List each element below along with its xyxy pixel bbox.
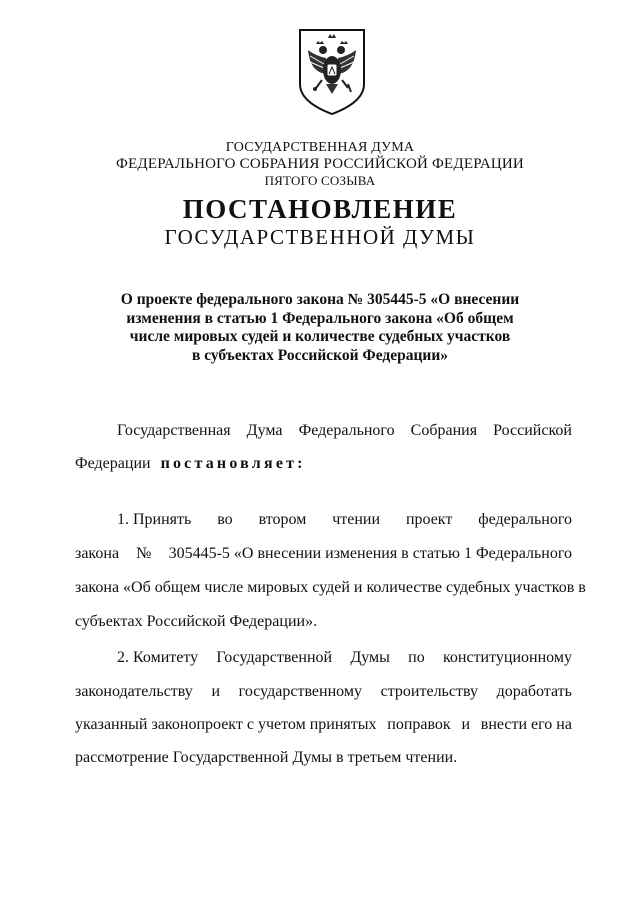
- intro-line-1: [75, 422, 572, 440]
- word: Российской: [493, 422, 572, 439]
- word: указанный законопроект с учетом принятых: [75, 716, 377, 733]
- item-2-line-3: [75, 716, 572, 734]
- item-1-line-2: [75, 545, 572, 563]
- word: №: [136, 545, 152, 562]
- word: и: [211, 683, 221, 700]
- word: 305445-5 «О внесении изменения в статью 1 Федерального: [168, 545, 572, 562]
- org-line-1: ГОСУДАРСТВЕННАЯ ДУМА: [225, 140, 415, 155]
- word: внести его на: [480, 716, 572, 733]
- word: Дума: [246, 422, 283, 439]
- document-subtitle: ГОСУДАРСТВЕННОЙ ДУМЫ: [164, 225, 476, 249]
- org-line-2: ФЕДЕРАЛЬНОГО СОБРАНИЯ РОССИЙСКОЙ ФЕДЕРАЦИИ: [116, 156, 524, 172]
- word: государственному: [238, 683, 362, 700]
- item-2-line-4: рассмотрение Государственной Думы в третьем чтении.: [75, 749, 458, 766]
- org-line-3: ПЯТОГО СОЗЫВА: [264, 173, 376, 188]
- subject-line: в субъектах Российской Федерации»: [191, 346, 449, 364]
- word: чтении: [332, 511, 381, 528]
- word: проект: [405, 511, 453, 528]
- word: законодательству: [75, 683, 193, 700]
- item-1-line-1: [75, 511, 572, 529]
- word: Федерации: [75, 455, 151, 472]
- word: Государственной: [216, 649, 333, 666]
- word: закона: [75, 545, 120, 562]
- decree-word: постановляет:: [160, 455, 306, 472]
- word: 2. Комитету: [117, 649, 199, 666]
- word: Государственная: [117, 422, 231, 439]
- resolution-subject: [100, 291, 540, 365]
- russian-coat-of-arms-icon: [296, 28, 368, 116]
- word: строительству: [380, 683, 478, 700]
- word: Собрания: [410, 422, 478, 439]
- word: конституционному: [442, 649, 572, 666]
- word: федерального: [478, 511, 572, 528]
- intro-line-2: [75, 455, 572, 473]
- item-2-line-2: [75, 683, 572, 701]
- subject-line: изменения в статью 1 Федерального закона «Об общем: [126, 309, 514, 327]
- word: доработать: [496, 683, 572, 700]
- word: поправок: [387, 716, 451, 733]
- word: Федерального: [298, 422, 395, 439]
- item-2-line-1: [75, 649, 572, 667]
- word: Думы: [350, 649, 390, 666]
- word: и: [461, 716, 471, 733]
- subject-line: О проекте федерального закона № 305445-5 «О внесении: [120, 291, 520, 308]
- word: втором: [258, 511, 307, 528]
- document-title: ПОСТАНОВЛЕНИЕ: [182, 194, 458, 224]
- subject-line: числе мировых судей и количестве судебных участков: [129, 328, 511, 345]
- item-1-line-3: закона «Об общем числе мировых судей и количестве судебных участков в: [75, 579, 586, 596]
- word: во: [217, 511, 233, 528]
- word: по: [408, 649, 425, 666]
- item-1-line-4: субъектах Российской Федерации».: [75, 613, 318, 630]
- word: 1. Принять: [117, 511, 192, 528]
